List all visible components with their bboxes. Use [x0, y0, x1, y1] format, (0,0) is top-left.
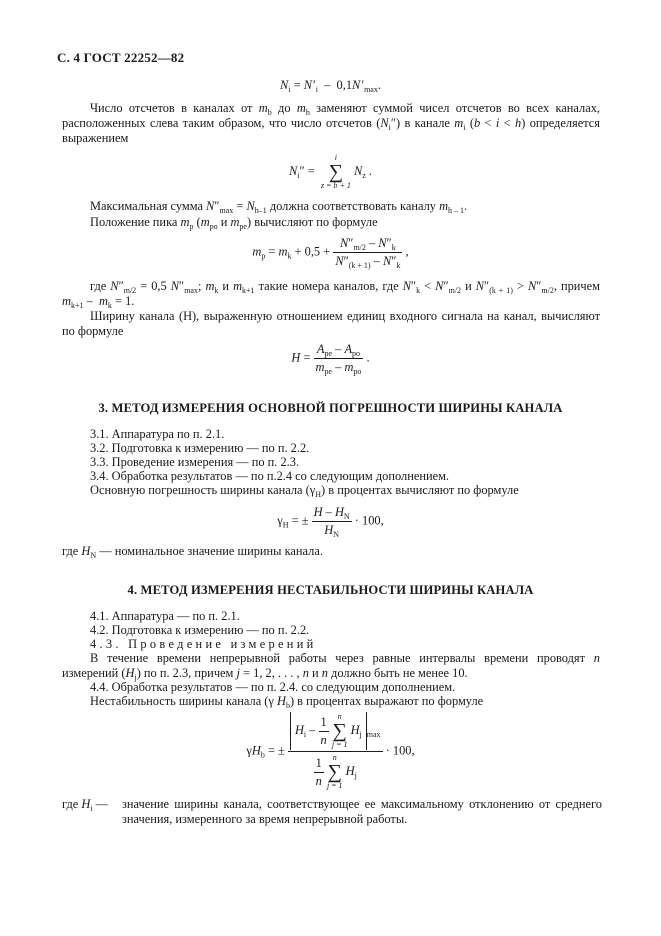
formula-instability: $\gamma H_b$ = ± $H_i$ – $\frac{1}{n}$ n ∑ j = 1 $H_j$ $_{max}$ $\frac{1}{n}$ n ∑ j = 1 $H_j$ · 100,	[246, 712, 415, 790]
paragraph-measurements: В течение времени непрерывной работы через равные интервалы времени проводят n измерений $(H_j)$ по п. 2.3, причем j = 1, 2, . . . , n и n должно быть не менее 10.	[62, 651, 600, 682]
formula-sum-counts: $N_i''$ = i ∑ z = b + 1 $N_z$ .	[288, 153, 372, 190]
page-header: С. 4 ГОСТ 22252—82	[57, 50, 185, 65]
paragraph-instability: Нестабильность ширины канала (γ $H_b$) в процентах выражают по формуле	[90, 694, 484, 710]
paragraph-basic-error: Основную погрешность ширины канала $(\gamma_H)$ в процентах вычисляют по формуле	[90, 483, 519, 499]
item-4-1: 4.1. Аппаратура — по п. 2.1.	[90, 609, 240, 623]
item-4-3: 4.3. Проведение измерений	[90, 637, 317, 651]
formula-basic-error: $\gamma_H$ = ± $\frac{H - H_N}{H_N}$ · 100,	[277, 505, 384, 539]
paragraph-max-sum: Максимальная сумма $N''_{max} = N_{h-1}$ должна соответствовать каналу $m_{h - 1}$.	[90, 199, 468, 215]
paragraph-channel-counts: Число отсчетов в каналах от $m_b$ до $m_h$ заменяют суммой чисел отсчетов во всех каналах, расположенных слева таким образом, что число отсчетов $(N_i'')$ в канале $m_i$ (b < i < h) определяется выражением	[62, 101, 601, 145]
paragraph-channel-width: Ширину канала (H), выраженную отношением единиц входного сигнала на канал, вычисляют по формуле	[62, 309, 600, 338]
item-4-4: 4.4. Обработка результатов — по п. 2.4. со следующим дополнением.	[90, 680, 456, 694]
item-3-2: 3.2. Подготовка к измерению — по п. 2.2.	[90, 441, 310, 455]
where-hi-label: где $H_i$ —	[62, 797, 109, 813]
item-4-2: 4.2. Подготовка к измерению — по п. 2.2.	[90, 623, 310, 637]
section-4-heading: 4. МЕТОД ИЗМЕРЕНИЯ НЕСТАБИЛЬНОСТИ ШИРИНЫ КАНАЛА	[127, 583, 534, 597]
item-3-1: 3.1. Аппаратура по п. 2.1.	[90, 427, 225, 441]
where-hn: где $H_N$ — номинальное значение ширины канала.	[62, 544, 323, 560]
where-hi-text: значение ширины канала, соответствующее ее максимальному отклонению от среднего значения, измеренного за время непрерывной работы.	[122, 797, 602, 826]
item-3-3: 3.3. Проведение измерения — по п. 2.3.	[90, 455, 300, 469]
paragraph-peak-position: Положение пика $m_p$ ($m_{po}$ и $m_{pe}$) вычисляют по формуле	[90, 215, 378, 231]
formula-ni: $N_i = N$ $'_i - 0,1N$ $'_{max}$.	[280, 78, 381, 94]
formula-width: H = $\frac{A_{pe} - A_{po}}{m_{pe} - m_{po}}$ .	[291, 342, 370, 376]
section-3-heading: 3. МЕТОД ИЗМЕРЕНИЯ ОСНОВНОЙ ПОГРЕШНОСТИ ШИРИНЫ КАНАЛА	[98, 401, 563, 415]
formula-peak: $m_p = m_k + 0,5$ + $\frac{N''_{m/2} - N''_k}{N''_{(k + 1)} - N''_k}$ ,	[252, 236, 409, 270]
item-3-4: 3.4. Обработка результатов — по п.2.4 со следующим дополнением.	[90, 469, 450, 483]
paragraph-where-m: где $N''_{m/2} = 0,5$ $N''_{max}$; $m_k$ и $m_{k+1}$ такие номера каналов, где $N''_k < N''_{m/2}$ и $N''_{(k + 1)} > N''_{m/2}$, причем $m_{k+1} - m_k = 1$.	[62, 279, 600, 310]
